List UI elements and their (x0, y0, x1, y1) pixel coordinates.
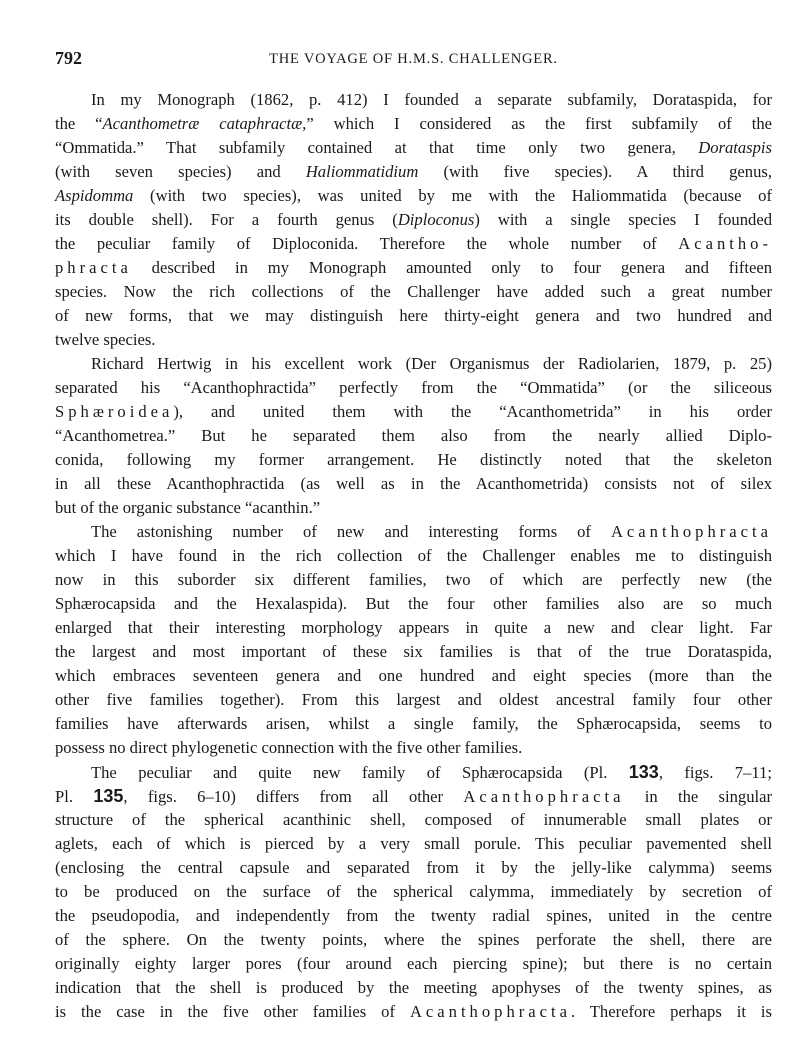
text-run: which embraces seventeen genera and one hundred and eight species (more than the (55, 666, 772, 685)
spaced-term: phracta (55, 258, 132, 277)
text-run: of the sphere. On the twenty points, where the spines perforate the shell, there are (55, 930, 772, 949)
text-line (55, 592, 772, 616)
text-line (55, 256, 772, 280)
text-run: in the singular (624, 787, 773, 806)
text-line (55, 568, 772, 592)
text-run: other five families together). From this largest and oldest ancestral family four other (55, 690, 772, 709)
text-line (55, 232, 772, 256)
text-run: (with seven species) and (55, 162, 306, 181)
text-run: but of the organic substance “acanthin.” (55, 498, 321, 517)
text-line (55, 784, 772, 808)
paragraph (55, 352, 772, 520)
text-line (55, 904, 772, 928)
text-line (55, 208, 772, 232)
text-run: described in my Monograph amounted only to four genera and fifteen (131, 258, 772, 277)
text-run: species. Now the rich collections of the Challenger have added such a great number (55, 282, 772, 301)
page-header (55, 48, 772, 72)
text-run: twelve species. (55, 330, 156, 349)
text-run: possess no direct phylogenetic connection with the five other families. (55, 738, 523, 757)
text-line (55, 400, 772, 424)
plate-number: 135 (93, 786, 124, 806)
text-line (55, 376, 772, 400)
text-run: of new forms, that we may distinguish here thirty-eight genera and two hundred and (55, 306, 772, 325)
text-line (55, 424, 772, 448)
text-run: (with two species), was united by me with the Haliommatida (because of (133, 186, 772, 205)
text-line (55, 448, 772, 472)
text-run: originally eighty larger pores (four around each piercing spine); but there is no certain (55, 954, 772, 973)
text-run: separated his “Acanthophractida” perfectly from the “Ommatida” (or the siliceous (55, 378, 772, 397)
text-line (55, 808, 772, 832)
text-line (55, 928, 772, 952)
text-line (55, 184, 772, 208)
text-line (55, 472, 772, 496)
text-run: “Ommatida.” That subfamily contained at that time only two genera, (55, 138, 699, 157)
text-run: families have afterwards arisen, whilst a single family, the Sphærocapsida, seems to (55, 714, 772, 733)
spaced-term: Acanthophracta (610, 522, 772, 541)
text-line (55, 1000, 772, 1024)
text-line (55, 856, 772, 880)
text-run: is the case in the five other families of (55, 1002, 410, 1021)
text-line (55, 544, 772, 568)
text-line (55, 496, 772, 520)
text-run: ), and united them with the “Acanthometrida” in his order (173, 402, 772, 421)
text-run: the pseudopodia, and independently from the twenty radial spines, united in the centre (55, 906, 772, 925)
text-line (55, 88, 772, 112)
spaced-term: Acantho- (678, 234, 772, 253)
text-line (55, 688, 772, 712)
text-run: , figs. 6–10) differs from all other (123, 787, 464, 806)
text-line (55, 136, 772, 160)
text-run: Sphærocapsida and the Hexalaspida). But the four other families also are so much (55, 594, 772, 613)
italic-term: Haliommatidium (305, 162, 419, 181)
text-run: In my Monograph (1862, p. 412) I founded a separate subfamily, Dorataspida, for (91, 90, 772, 109)
text-run: Pl. (55, 787, 94, 806)
spaced-term: Acanthophracta (463, 787, 625, 806)
text-run: ” which I considered as the first subfamily of the (306, 114, 772, 133)
text-line (55, 664, 772, 688)
text-run: the largest and most important of these six families is that of the true Dorataspida, (55, 642, 772, 661)
text-line (55, 760, 772, 784)
text-run: the peculiar family of Diploconida. Therefore the whole number of (55, 234, 679, 253)
text-run: enlarged that their interesting morphology appears in quite a new and clear light. Far (55, 618, 772, 637)
text-line (55, 952, 772, 976)
text-run: aglets, each of which is pierced by a very small porule. This peculiar pavemented shell (55, 834, 772, 853)
text-run: Richard Hertwig in his excellent work (Der Organismus der Radiolarien, 1879, p. 25) (91, 354, 772, 373)
text-run: in all these Acanthophractida (as well as in the Acanthometrida) consists not of silex (55, 474, 772, 493)
paragraph (55, 520, 772, 760)
text-run: the “ (55, 114, 103, 133)
text-run: to be produced on the surface of the spherical calymma, immediately by secretion of (55, 882, 772, 901)
text-line (55, 352, 772, 376)
paragraph (55, 88, 772, 352)
text-line (55, 712, 772, 736)
text-line (55, 328, 772, 352)
text-line (55, 736, 772, 760)
text-run: now in this suborder six different families, two of which are perfectly new (the (55, 570, 772, 589)
text-line (55, 280, 772, 304)
text-line (55, 160, 772, 184)
text-line (55, 976, 772, 1000)
text-line (55, 304, 772, 328)
text-run: ) with a single species I founded (474, 210, 772, 229)
text-line (55, 520, 772, 544)
text-run: conida, following my former arrangement. He distinctly noted that the skeleton (55, 450, 772, 469)
spaced-term: Sphæroidea (55, 402, 174, 421)
italic-term: Aspidomma (55, 186, 134, 205)
paragraph (55, 760, 772, 1024)
text-run: which I have found in the rich collection of the Challenger enables me to distinguish (55, 546, 772, 565)
text-run: (enclosing the central capsule and separated from it by the jelly-like calymma) seems (55, 858, 772, 877)
text-line (55, 832, 772, 856)
text-line (55, 640, 772, 664)
text-run: structure of the spherical acanthinic shell, composed of innumerable small plates or (55, 810, 772, 829)
italic-term: Acanthometræ cataphractæ, (102, 114, 307, 133)
text-line (55, 112, 772, 136)
italic-term: Diploconus (397, 210, 475, 229)
italic-term: Dorataspis (698, 138, 772, 157)
text-run: (with five species). A third genus, (418, 162, 772, 181)
body-text (55, 88, 772, 1024)
text-run: , figs. 7–11; (658, 763, 772, 782)
text-run: indication that the shell is produced by the meeting apophyses of the twenty spines, as (55, 978, 772, 997)
plate-number: 133 (628, 762, 659, 782)
text-run: The peculiar and quite new family of Sphærocapsida (Pl. (91, 763, 629, 782)
text-run: its double shell). For a fourth genus ( (55, 210, 398, 229)
spaced-term: Acanthophracta (409, 1002, 571, 1021)
text-line (55, 880, 772, 904)
text-line (55, 616, 772, 640)
page-number: 792 (55, 48, 82, 68)
running-title: THE VOYAGE OF H.M.S. CHALLENGER. (269, 51, 558, 67)
text-run: “Acanthometrea.” But he separated them also from the nearly allied Diplo- (55, 426, 772, 445)
text-run: The astonishing number of new and interesting forms of (91, 522, 611, 541)
text-run: . Therefore perhaps it is (570, 1002, 772, 1021)
